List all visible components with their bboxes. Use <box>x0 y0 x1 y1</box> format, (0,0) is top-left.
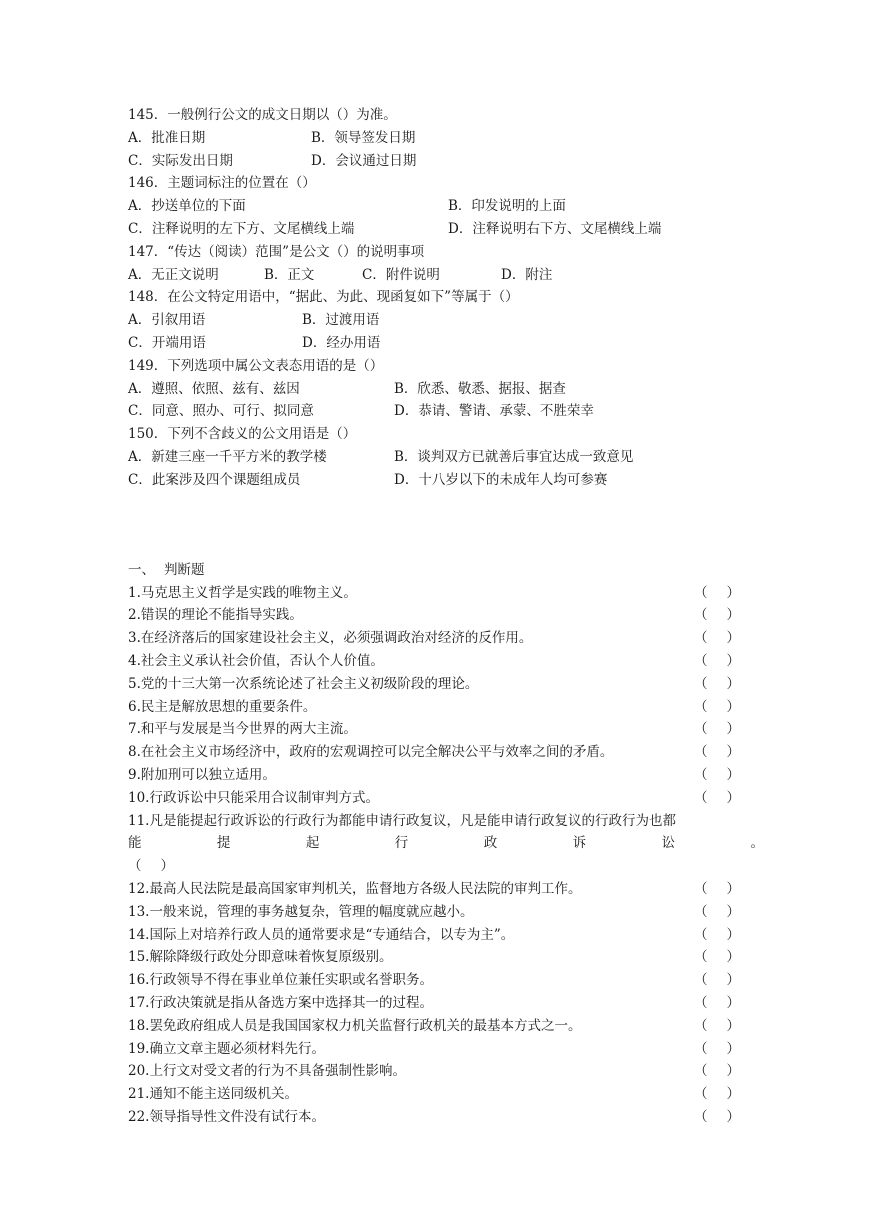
question-item <box>128 1106 740 1129</box>
question-item <box>128 924 740 947</box>
question-char: 提 <box>216 835 231 852</box>
question-item <box>128 787 740 810</box>
question-text: 8.在社会主义市场经济中，政府的宏观调控可以完全解决公平与效率之间的矛盾。 <box>128 744 614 761</box>
option-row <box>128 332 748 355</box>
option-text: B．印发说明的上面 <box>448 198 566 215</box>
option-text: D．注释说明右下方、文尾横线上端 <box>448 220 662 237</box>
question-stem: 149．下列选项中属公文表态用语的是（） <box>128 357 384 374</box>
question-item <box>128 946 740 969</box>
bracket-close: ） <box>160 858 174 875</box>
option-row <box>128 127 748 150</box>
section-heading <box>128 559 740 582</box>
question-item <box>128 1083 740 1106</box>
question-item <box>128 650 740 673</box>
question-text: 7.和平与发展是当今世界的两大主流。 <box>128 721 357 738</box>
question-item <box>128 1038 740 1061</box>
question-text: 15.解除降级行政处分即意味着恢复原级别。 <box>128 949 393 966</box>
bracket-open: （ <box>694 721 708 738</box>
bracket-close: ） <box>726 1017 740 1034</box>
question-text: 21.通知不能主送同级机关。 <box>128 1086 298 1103</box>
answer-bracket <box>128 855 174 878</box>
answer-bracket <box>694 741 740 764</box>
bracket-open: （ <box>694 972 708 989</box>
bracket-open: （ <box>128 858 142 875</box>
answer-bracket <box>694 673 740 696</box>
option-row <box>128 469 748 492</box>
answer-bracket <box>694 1015 740 1038</box>
answer-bracket <box>694 901 740 924</box>
option-row <box>128 195 748 218</box>
question-stem: 146．主题词标注的位置在（） <box>128 175 316 192</box>
question-text: 10.行政诉讼中只能采用合议制审判方式。 <box>128 789 379 806</box>
option-text: A．新建三座一千平方米的教学楼 <box>128 448 327 465</box>
option-text: B．领导签发日期 <box>311 129 416 146</box>
bracket-close: ） <box>726 994 740 1011</box>
answer-bracket <box>694 696 740 719</box>
option-text: C．附件说明 <box>362 266 440 283</box>
option-text: B．谈判双方已就善后事宜达成一致意见 <box>394 448 634 465</box>
answer-bracket <box>694 946 740 969</box>
bracket-close: ） <box>726 880 740 897</box>
question-text: 17.行政决策就是指从备选方案中选择其一的过程。 <box>128 994 433 1011</box>
question-item <box>128 627 740 650</box>
question-stem: 150．下列不含歧义的公文用语是（） <box>128 426 357 443</box>
bracket-open: （ <box>694 1040 708 1057</box>
question-item <box>128 1015 740 1038</box>
question-text: 20.上行文对受文者的行为不具备强制性影响。 <box>128 1063 406 1080</box>
answer-bracket <box>694 1106 740 1129</box>
answer-bracket <box>694 1083 740 1106</box>
question-text: 6.民主是解放思想的重要条件。 <box>128 698 317 715</box>
option-text: C．实际发出日期 <box>128 152 233 169</box>
question-text: 5.党的十三大第一次系统论述了社会主义初级阶段的理论。 <box>128 675 479 692</box>
question-text: 1.马克思主义哲学是实践的唯物主义。 <box>128 584 357 601</box>
option-text: B．欣悉、敬悉、据报、据查 <box>394 380 566 397</box>
question-text: 19.确立文章主题必须材料先行。 <box>128 1040 325 1057</box>
bracket-close: ） <box>726 744 740 761</box>
question-stem: 148．在公文特定用语中，“据此、为此、现函复如下”等属于（） <box>128 289 519 306</box>
question-item <box>128 1060 740 1083</box>
question-text: 9.附加刑可以独立适用。 <box>128 766 276 783</box>
answer-bracket <box>694 718 740 741</box>
bracket-close: ） <box>726 698 740 715</box>
answer-bracket-line <box>128 855 740 878</box>
bracket-open: （ <box>694 584 708 601</box>
section-number: 一、 <box>128 561 155 578</box>
bracket-close: ） <box>726 949 740 966</box>
answer-bracket <box>694 969 740 992</box>
question-text: 4.社会主义承认社会价值，否认个人价值。 <box>128 652 384 669</box>
option-text: A．引叙用语 <box>128 312 206 329</box>
answer-bracket <box>694 604 740 627</box>
question-item <box>128 718 740 741</box>
question-stem: 145．一般例行公文的成文日期以（）为准。 <box>128 107 397 123</box>
bracket-open: （ <box>694 926 708 943</box>
section-title: 判断题 <box>164 561 205 578</box>
answer-bracket <box>694 924 740 947</box>
question-text: 18.罢免政府组成人员是我国国家权力机关监督行政机关的最基本方式之一。 <box>128 1017 582 1034</box>
bracket-open: （ <box>694 1086 708 1103</box>
bracket-open: （ <box>694 630 708 647</box>
bracket-close: ） <box>726 721 740 738</box>
bracket-close: ） <box>726 607 740 624</box>
bracket-open: （ <box>694 1017 708 1034</box>
option-text: C．注释说明的左下方、文尾横线上端 <box>128 220 355 237</box>
option-row <box>128 378 748 401</box>
bracket-open: （ <box>694 903 708 920</box>
question-item <box>128 969 740 992</box>
bracket-open: （ <box>694 994 708 1011</box>
option-text: A．批准日期 <box>128 129 206 146</box>
option-text: D．十八岁以下的未成年人均可参赛 <box>394 471 608 488</box>
bracket-close: ） <box>726 1086 740 1103</box>
option-row <box>128 400 748 423</box>
bracket-open: （ <box>694 698 708 715</box>
question-char: 诉 <box>572 835 587 852</box>
question-char: 行 <box>394 835 409 852</box>
bracket-open: （ <box>694 1108 708 1125</box>
question-item <box>128 992 740 1015</box>
bracket-close: ） <box>726 926 740 943</box>
option-text: B．过渡用语 <box>302 312 380 329</box>
bracket-close: ） <box>726 903 740 920</box>
question-stem: 147．“传达（阅读）范围”是公文（）的说明事项 <box>128 243 425 260</box>
bracket-open: （ <box>694 766 708 783</box>
option-text: D．会议通过日期 <box>311 152 417 169</box>
question-text: 2.错误的理论不能指导实践。 <box>128 607 303 624</box>
option-row <box>128 218 748 241</box>
question-item <box>128 764 740 787</box>
question-text: 11.凡是能提起行政诉讼的行政行为都能申请行政复议，凡是能申请行政复议的行政行为也都 <box>128 812 676 829</box>
option-text: C．开端用语 <box>128 334 206 351</box>
bracket-close: ） <box>726 789 740 806</box>
question-text: 14.国际上对培养行政人员的通常要求是“专通结合，以专为主”。 <box>128 926 515 943</box>
question-text: 3.在经济落后的国家建设社会主义，必须强调政治对经济的反作用。 <box>128 630 533 647</box>
option-text: A．无正文说明 <box>128 266 219 283</box>
answer-bracket <box>694 650 740 673</box>
question-item <box>128 741 740 764</box>
answer-bracket <box>694 1060 740 1083</box>
true-false-section <box>128 536 764 1129</box>
option-text: C．同意、照办、可行、拟同意 <box>128 403 314 420</box>
bracket-close: ） <box>726 1108 740 1125</box>
answer-bracket <box>694 582 740 605</box>
multiple-choice-section <box>128 104 748 492</box>
question-text: 16.行政领导不得在事业单位兼任实职或名誉职务。 <box>128 972 433 989</box>
answer-bracket <box>694 627 740 650</box>
question-text: 22.领导指导性文件没有试行本。 <box>128 1108 325 1125</box>
bracket-close: ） <box>726 584 740 601</box>
bracket-open: （ <box>694 607 708 624</box>
question-item <box>128 901 740 924</box>
option-text: A．抄送单位的下面 <box>128 198 246 215</box>
question-char: 讼 <box>661 835 676 852</box>
answer-bracket <box>694 787 740 810</box>
answer-bracket <box>694 764 740 787</box>
bracket-open: （ <box>694 675 708 692</box>
question-item <box>128 696 740 719</box>
option-text: D．附注 <box>501 266 553 283</box>
option-text: A．遵照、依照、兹有、兹因 <box>128 380 300 397</box>
option-row <box>128 446 748 469</box>
bracket-open: （ <box>694 1063 708 1080</box>
bracket-open: （ <box>694 652 708 669</box>
bracket-open: （ <box>694 744 708 761</box>
question-char: 。 <box>750 835 764 852</box>
bracket-close: ） <box>726 766 740 783</box>
bracket-close: ） <box>726 652 740 669</box>
bracket-close: ） <box>726 675 740 692</box>
option-text: C．此案涉及四个课题组成员 <box>128 471 301 488</box>
option-row <box>128 309 748 332</box>
answer-bracket <box>694 878 740 901</box>
question-char: 起 <box>305 835 320 852</box>
bracket-open: （ <box>694 880 708 897</box>
option-row <box>128 150 748 173</box>
answer-bracket <box>694 992 740 1015</box>
question-item <box>128 878 740 901</box>
question-item <box>128 673 740 696</box>
option-text: D．恭请、警请、承蒙、不胜荣幸 <box>394 403 594 420</box>
question-continuation <box>128 832 764 855</box>
question-char: 能 <box>128 835 142 852</box>
question-item <box>128 604 740 627</box>
option-row <box>128 264 748 287</box>
bracket-open: （ <box>694 789 708 806</box>
bracket-close: ） <box>726 972 740 989</box>
question-char: 政 <box>483 835 498 852</box>
question-text: 13.一般来说，管理的事务越复杂，管理的幅度就应越小。 <box>128 903 474 920</box>
option-text: B．正文 <box>264 266 315 283</box>
bracket-close: ） <box>726 630 740 647</box>
bracket-open: （ <box>694 949 708 966</box>
option-text: D．经办用语 <box>302 334 381 351</box>
answer-bracket <box>694 1038 740 1061</box>
bracket-close: ） <box>726 1040 740 1057</box>
question-item <box>128 582 740 605</box>
bracket-close: ） <box>726 1063 740 1080</box>
question-item <box>128 810 740 833</box>
question-text: 12.最高人民法院是最高国家审判机关，监督地方各级人民法院的审判工作。 <box>128 880 582 897</box>
